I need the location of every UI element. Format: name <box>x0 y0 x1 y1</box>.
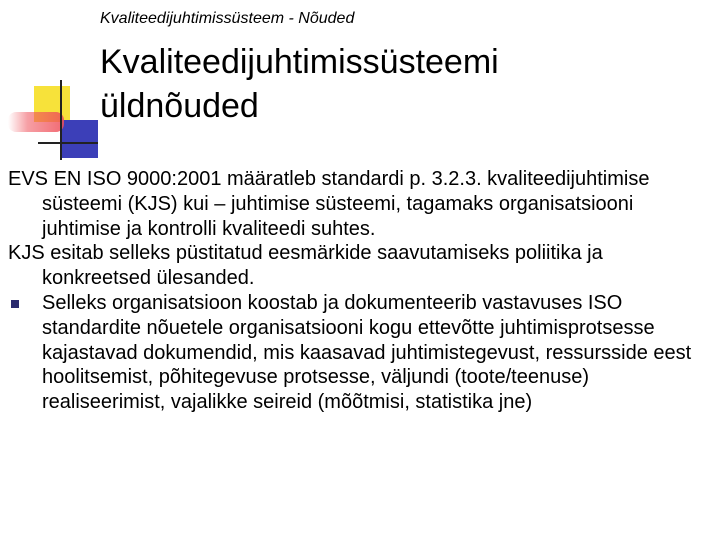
body-paragraph: KJS esitab selleks püstitatud eesmärkide saavutamiseks poliitika ja konkreetsed ülesanded. <box>8 242 603 290</box>
slide-body <box>8 167 708 415</box>
slide-title-line-1: Kvaliteedijuhtimissüsteemi <box>100 43 499 81</box>
header-subtitle: Kvaliteedijuhtimissüsteem - Nõuded <box>100 10 355 27</box>
logo-horizontal-line <box>38 142 98 144</box>
bullet-item <box>8 291 708 415</box>
logo-blue-square <box>60 120 98 158</box>
body-paragraph: EVS EN ISO 9000:2001 määratleb standardi p. 3.2.3. kvaliteedijuhtimise süsteemi (KJS) kui – juhtimise süsteemi, tagamaks organisatsiooni juhtimise ja kontrolli kvaliteedi suhtes. <box>8 168 650 240</box>
bullet-text: Selleks organisatsioon koostab ja dokumenteerib vastavuses ISO standardite nõuetele organisatsiooni kogu ettevõtte juhtimisprotsesse kajastavad dokumendid, mis kaasavad juhtimistegevust, ressursside eest hoolitsemist, põhitegevuse protsesse, väljundi (toote/teenuse) realiseerimist, vajalikke seireid (mõõtmisi, statistika jne) <box>42 291 692 414</box>
logo-vertical-line <box>60 80 62 160</box>
decorative-logo <box>8 80 98 160</box>
logo-red-stroke <box>8 112 64 132</box>
square-bullet-icon <box>11 300 19 308</box>
slide-title <box>100 40 499 128</box>
slide-title-line-2: üldnõuded <box>100 87 259 125</box>
